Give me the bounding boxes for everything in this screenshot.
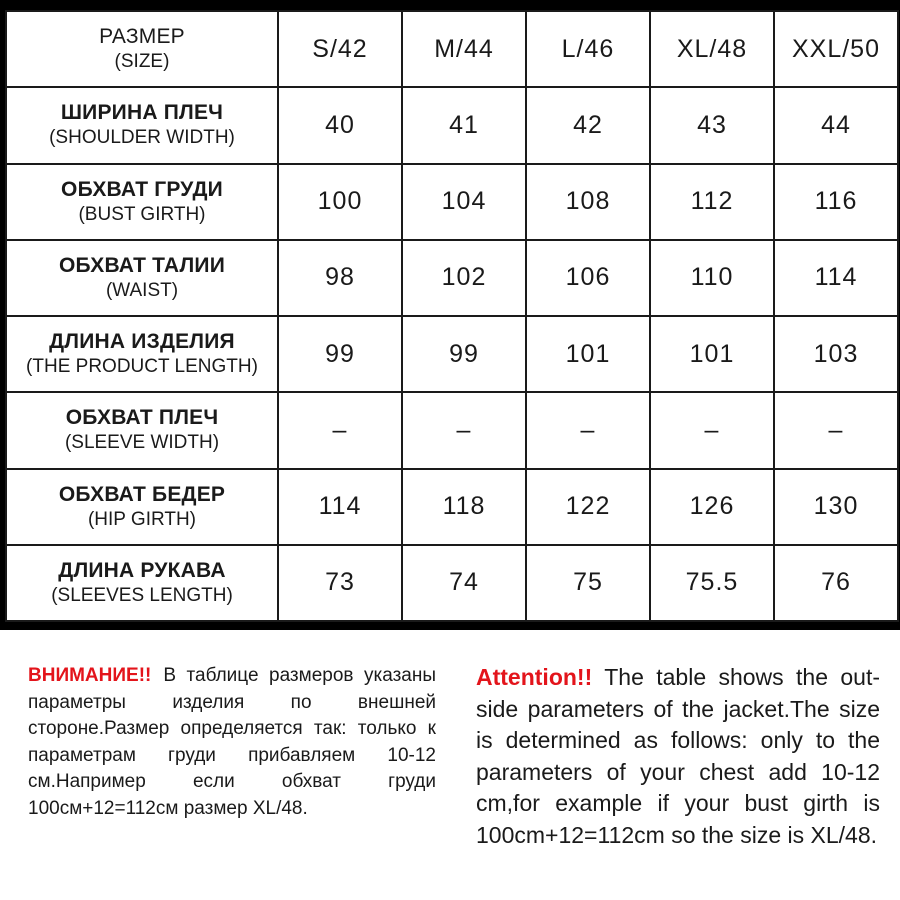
measurement-value: 43 — [651, 88, 773, 162]
measurement-label-en: (BUST GIRTH) — [78, 203, 206, 225]
measurement-label-cell — [7, 546, 277, 620]
measurement-value: 114 — [775, 241, 897, 315]
measurement-label-ru: ОБХВАТ ГРУДИ — [61, 177, 223, 201]
measurement-value: 101 — [527, 317, 649, 391]
header-label-ru: РАЗМЕР — [99, 25, 185, 49]
attention-note-ru — [28, 663, 436, 822]
measurement-value: 114 — [279, 470, 401, 544]
measurement-label-ru: ОБХВАТ ТАЛИИ — [58, 253, 226, 277]
attention-note-en — [476, 662, 880, 851]
measurement-value: 122 — [527, 470, 649, 544]
measurement-value: 108 — [527, 165, 649, 239]
table-row — [7, 165, 897, 239]
attention-text-ru: В таблице размеров указаны параметры изделия по внешней стороне.Размер определяется так: только к параметрам груди прибавляем 10-12 см.Например если обхват груди 100см+12=112см размер XL/48. — [28, 665, 436, 819]
measurement-value: 102 — [403, 241, 525, 315]
measurement-value: 100 — [279, 165, 401, 239]
size-header: XXL/50 — [775, 12, 897, 86]
measurement-label-ru: ОБХВАТ БЕДЕР — [58, 482, 226, 506]
measurement-value: 103 — [775, 317, 897, 391]
attention-title-en: Attention!! — [476, 664, 593, 690]
attention-title-ru: ВНИМАНИЕ!! — [28, 665, 152, 686]
measurement-label-cell — [7, 241, 277, 315]
measurement-value: 104 — [403, 165, 525, 239]
measurement-value: 40 — [279, 88, 401, 162]
size-header: M/44 — [403, 12, 525, 86]
measurement-value: 118 — [403, 470, 525, 544]
measurement-value: 116 — [775, 165, 897, 239]
measurement-value: 106 — [527, 241, 649, 315]
measurement-label-ru: ШИРИНА ПЛЕЧ — [60, 101, 224, 125]
measurement-value: 112 — [651, 165, 773, 239]
measurement-value: 73 — [279, 546, 401, 620]
measurement-value: 41 — [403, 88, 525, 162]
measurement-label-cell — [7, 165, 277, 239]
measurement-value: 75 — [527, 546, 649, 620]
measurement-label-ru: ДЛИНА ИЗДЕЛИЯ — [49, 330, 235, 354]
attention-text-en: The table shows the out-side parameters of the jacket.The size is determined as follows: only to the parameters of your chest add 10-12 cm,for example if your bust girth is 100cm+12=112cm so the size is XL/48. — [476, 664, 880, 848]
table-row — [7, 393, 897, 467]
header-label-en: (SIZE) — [114, 51, 170, 73]
measurement-label-ru: ДЛИНА РУКАВА — [58, 558, 226, 582]
size-chart-table — [5, 10, 899, 622]
measurement-value: – — [651, 393, 773, 467]
measurement-label-en: (THE PRODUCT LENGTH) — [26, 356, 258, 378]
measurement-label-cell — [7, 317, 277, 391]
table-row — [7, 546, 897, 620]
table-row — [7, 317, 897, 391]
size-header: XL/48 — [651, 12, 773, 86]
measurement-label-ru: ОБХВАТ ПЛЕЧ — [65, 406, 219, 430]
measurement-value: 74 — [403, 546, 525, 620]
measurement-label-en: (HIP GIRTH) — [87, 508, 197, 530]
table-header-row — [7, 12, 897, 86]
measurement-label-en: (SLEEVE WIDTH) — [64, 432, 220, 454]
measurement-value: – — [527, 393, 649, 467]
measurement-label-en: (SHOULDER WIDTH) — [49, 127, 235, 149]
measurement-value: 76 — [775, 546, 897, 620]
measurement-value: 75.5 — [651, 546, 773, 620]
measurement-value: 99 — [403, 317, 525, 391]
measurement-label-cell — [7, 88, 277, 162]
measurement-value: 42 — [527, 88, 649, 162]
measurement-value: – — [775, 393, 897, 467]
notes-section — [0, 630, 900, 900]
size-table-body — [7, 12, 897, 620]
measurement-value: 44 — [775, 88, 897, 162]
measurement-value: 126 — [651, 470, 773, 544]
measurement-value: 98 — [279, 241, 401, 315]
size-header: L/46 — [527, 12, 649, 86]
measurement-value: 99 — [279, 317, 401, 391]
measurement-value: 110 — [651, 241, 773, 315]
table-row — [7, 241, 897, 315]
size-header: S/42 — [279, 12, 401, 86]
table-row — [7, 88, 897, 162]
measurement-value: – — [403, 393, 525, 467]
measurement-label-en: (SLEEVES LENGTH) — [51, 584, 233, 606]
measurement-value: – — [279, 393, 401, 467]
header-label-cell — [7, 12, 277, 86]
measurement-label-cell — [7, 393, 277, 467]
measurement-label-en: (WAIST) — [105, 279, 179, 301]
table-row — [7, 470, 897, 544]
measurement-label-cell — [7, 470, 277, 544]
measurement-value: 101 — [651, 317, 773, 391]
measurement-value: 130 — [775, 470, 897, 544]
